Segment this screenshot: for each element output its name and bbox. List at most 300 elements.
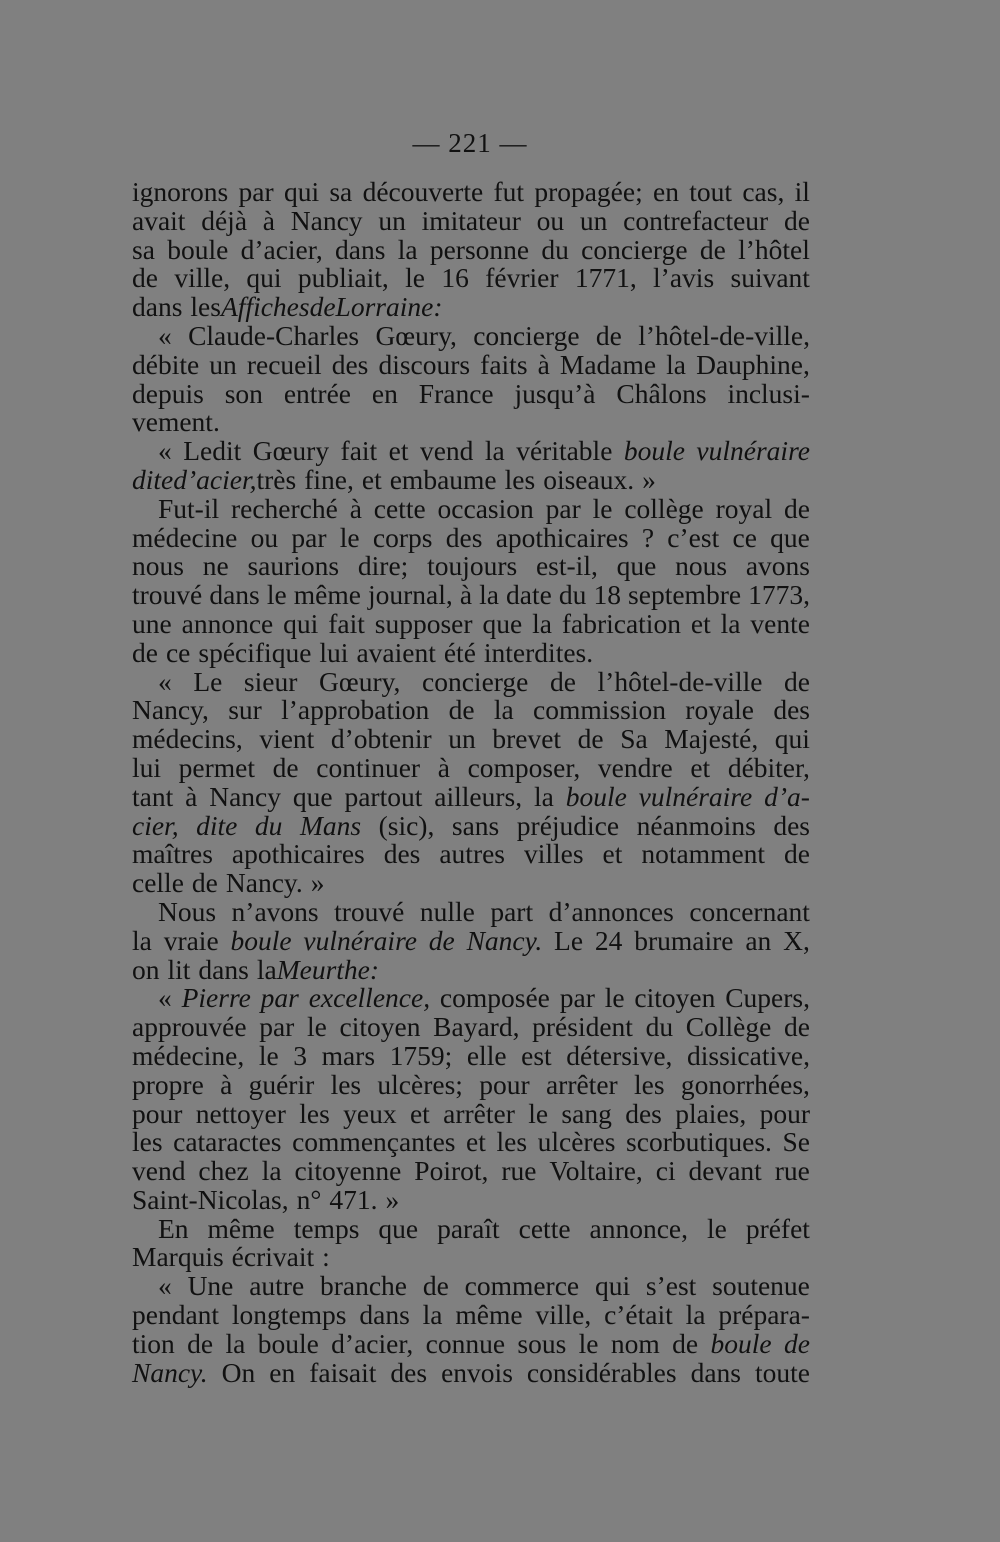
word: « (158, 435, 172, 467)
word: février (485, 262, 559, 294)
italic-word: de (783, 1327, 810, 1359)
word: de (577, 723, 604, 755)
word: villes (523, 838, 584, 870)
word: en (269, 1356, 296, 1388)
word: dans (359, 1299, 410, 1331)
text-line (132, 1356, 810, 1388)
word: envois (441, 1356, 513, 1388)
word: et (388, 435, 409, 467)
word: en (371, 377, 398, 409)
word: c’est (667, 521, 720, 553)
text-line (132, 696, 810, 725)
word: la (532, 607, 552, 639)
word: Sa (620, 723, 648, 755)
word: concernant (689, 895, 810, 927)
text-line (132, 869, 810, 898)
word: avaient (356, 636, 436, 668)
word: publiait, (297, 262, 389, 294)
word: tion (132, 1327, 175, 1359)
word: le (578, 1327, 599, 1359)
word: et (409, 1097, 430, 1129)
word: sur (228, 694, 262, 726)
word: plaies, (675, 1097, 747, 1129)
word: à (262, 204, 276, 236)
word: la (225, 1327, 246, 1359)
word: à (537, 348, 550, 380)
word: des (625, 1097, 662, 1129)
word: Marquis (132, 1241, 224, 1273)
word: nulle (419, 895, 475, 927)
italic-word: vulnéraire (638, 780, 753, 812)
word: sous (517, 1327, 567, 1359)
word: boule (257, 1327, 319, 1359)
word: commission (533, 694, 666, 726)
word: même (207, 1212, 275, 1244)
word: depuis (132, 377, 204, 409)
word: soutenue (712, 1270, 810, 1302)
word: partout (344, 780, 423, 812)
italic-word: boule (710, 1327, 772, 1359)
word: Dauphine, (696, 348, 810, 380)
word: du (541, 233, 569, 265)
word: apothicaires (231, 838, 365, 870)
word: paraît (437, 1212, 500, 1244)
word: continuer (316, 751, 421, 783)
text-line (132, 665, 810, 697)
word: En (158, 1212, 189, 1244)
word: il (794, 176, 810, 207)
word: (sic), (378, 809, 435, 841)
word: nom (610, 1327, 660, 1359)
word: que (616, 550, 657, 582)
word: branche (319, 1270, 408, 1302)
word: on (132, 953, 160, 985)
word: Poirot, (414, 1155, 489, 1187)
word: le (266, 579, 287, 611)
italic-word: boule (230, 924, 292, 956)
word: dans (209, 579, 260, 611)
word: vement. (132, 406, 220, 438)
word: fine, (304, 463, 354, 495)
word: le (604, 982, 625, 1014)
word: de (784, 665, 810, 697)
word: vend (419, 435, 474, 467)
word: la (261, 1155, 282, 1187)
word: d’acier, (240, 233, 323, 265)
word: Ledit (183, 435, 242, 467)
word: considérables (526, 1356, 677, 1388)
word: de (132, 636, 158, 668)
italic-word: : (369, 953, 380, 985)
text-line (132, 178, 810, 207)
word: l’hôtel-de-ville (597, 665, 763, 697)
word: dans (198, 953, 249, 985)
text-line (132, 1157, 810, 1186)
word: ne (202, 550, 229, 582)
word: néanmoins (636, 809, 756, 841)
text-line (132, 1068, 810, 1100)
word: à (220, 1068, 233, 1100)
word: par (291, 521, 327, 553)
word: l’hôtel (738, 233, 810, 265)
word: elle (466, 1039, 507, 1071)
text-line (132, 293, 810, 322)
word: la (533, 780, 554, 812)
text-line (132, 204, 810, 236)
word: qui (246, 262, 282, 294)
word: que (770, 521, 810, 553)
word: « (158, 665, 172, 697)
word: Collège (685, 1011, 772, 1043)
word: apothicaires (495, 521, 629, 553)
word: le (339, 521, 360, 553)
word: et (690, 751, 711, 783)
word: brevet (492, 723, 562, 755)
text-line (132, 725, 810, 754)
word: date (506, 579, 552, 611)
word: annonce, (589, 1212, 689, 1244)
italic-word: cier, (132, 809, 179, 841)
word: c’était (604, 1299, 673, 1331)
word: et (361, 463, 382, 495)
word: ville, (174, 262, 231, 294)
word: de (784, 838, 810, 870)
word: vendre (597, 751, 673, 783)
word: commençantes (292, 1126, 456, 1158)
word: mars (321, 1039, 376, 1071)
italic-word: de (309, 291, 336, 323)
word: arrêter (443, 1097, 515, 1129)
word: 1771, (574, 262, 637, 294)
word: par (545, 492, 581, 524)
word: la (256, 953, 277, 985)
word: dissicative, (686, 1039, 810, 1071)
word: maîtres (132, 838, 213, 870)
word: du (558, 579, 587, 611)
text-line (132, 552, 810, 581)
word: ce (165, 636, 191, 668)
word: préjudice (516, 809, 620, 841)
word: supposer (374, 607, 473, 639)
word: le (258, 1039, 279, 1071)
word: approuvée (132, 1011, 247, 1043)
text-line (132, 377, 810, 409)
italic-word: boule (565, 780, 627, 812)
word: discours (378, 348, 471, 380)
word: les (190, 291, 221, 323)
word: dire; (357, 550, 409, 582)
word: les (330, 1068, 362, 1100)
word: d’annonces (548, 895, 674, 927)
word: Gœury, (318, 665, 401, 697)
word: Cupers, (725, 982, 810, 1014)
text-line (132, 953, 810, 985)
italic-word: Lorraine (335, 291, 434, 323)
word: arrêter (545, 1068, 618, 1100)
word: des (390, 1356, 428, 1388)
word: personne (429, 233, 530, 265)
word: lui (132, 751, 162, 783)
word: un (209, 348, 237, 380)
word: longtemps (231, 1299, 347, 1331)
word: part (490, 895, 534, 927)
word: de (784, 1011, 810, 1043)
word: ou (250, 521, 279, 553)
word: nous (132, 550, 184, 582)
word: la (479, 579, 499, 611)
italic-word: Affiches (220, 291, 310, 323)
text-line (132, 492, 810, 524)
word: citoyen (634, 982, 716, 1014)
text-line (132, 809, 810, 841)
word: pendant (132, 1299, 220, 1331)
word: dans (334, 233, 386, 265)
word: royal (715, 492, 773, 524)
text-line (132, 895, 810, 927)
text-line (132, 751, 810, 783)
text-line (132, 1272, 810, 1301)
italic-word: Meurthe (276, 953, 370, 985)
text-line (132, 636, 810, 668)
word: un (448, 723, 476, 755)
word: médecine (132, 521, 238, 553)
word: Majesté, (664, 723, 759, 755)
word: ailleurs, (434, 780, 523, 812)
word: fait (328, 607, 365, 639)
word: citoyenne (294, 1155, 402, 1187)
word: On (221, 1356, 256, 1388)
word: son (224, 377, 263, 409)
word: cette (373, 492, 426, 524)
word: celle (132, 867, 184, 899)
word: ce (732, 521, 757, 553)
word: fut (493, 176, 525, 207)
word: 18 (593, 579, 621, 611)
word: rue (501, 1155, 537, 1187)
word: sa (132, 233, 155, 265)
italic-word: dite (132, 463, 174, 495)
word: ou (536, 204, 565, 236)
word: Gœury (252, 435, 330, 467)
word: oiseaux. (543, 463, 635, 495)
text-line (132, 348, 810, 380)
italic-word: : (433, 291, 443, 323)
word: connue (425, 1327, 506, 1359)
word: Saint-Nicolas, (132, 1183, 289, 1215)
word: la (484, 435, 505, 467)
word: que (292, 780, 333, 812)
word: contrefacteur (623, 204, 769, 236)
word: sans (451, 809, 500, 841)
word: yeux (343, 1097, 397, 1129)
italic-word: d’a- (764, 780, 810, 812)
text-line (132, 581, 810, 610)
italic-word: Mans (299, 809, 362, 841)
word: spécifique (198, 636, 312, 668)
word: 1773, (748, 579, 810, 611)
word: cas, (742, 176, 785, 207)
word: pour (132, 1097, 183, 1129)
word: « (158, 982, 172, 1014)
word: débiter, (727, 751, 810, 783)
italic-word: boule (623, 435, 685, 467)
italic-word: vulnéraire (696, 435, 810, 467)
word: » (385, 1183, 400, 1215)
word: avait (132, 204, 186, 236)
word: un (579, 204, 608, 236)
text-line (132, 463, 810, 495)
word: prépara- (718, 1299, 810, 1331)
word: par (559, 982, 595, 1014)
word: sang (561, 1097, 612, 1129)
word: Gœury, (375, 319, 457, 351)
word: an (745, 924, 772, 956)
word: citoyen (339, 1011, 421, 1043)
word: un (378, 204, 406, 236)
word: déjà (201, 204, 248, 236)
word: royale (685, 694, 754, 726)
word: tant (132, 780, 174, 812)
text-line (132, 1243, 810, 1272)
word: découverte (362, 176, 484, 207)
word: même (455, 1299, 523, 1331)
text-line (132, 437, 810, 466)
word: de (672, 1327, 699, 1359)
word: l’avis (653, 262, 715, 294)
text-line (132, 319, 810, 351)
word: vend (132, 1155, 186, 1187)
word: faisait (309, 1356, 377, 1388)
word: propagée; (534, 176, 643, 207)
word: » (642, 463, 656, 495)
word: et (602, 838, 623, 870)
word: la (422, 1299, 443, 1331)
word: du (645, 1011, 674, 1043)
word: devant (688, 1155, 762, 1187)
word: lit (167, 953, 191, 985)
word: sieur (243, 665, 298, 697)
word: Le (193, 665, 223, 697)
word: débite (132, 348, 200, 380)
word: de (187, 1327, 214, 1359)
word: sa (329, 176, 353, 207)
word: pour (479, 1068, 530, 1100)
text-line (132, 780, 810, 812)
word: d’acier, (331, 1327, 414, 1359)
word: de (422, 1270, 449, 1302)
word: propre (132, 1068, 204, 1100)
word: Se (782, 1126, 810, 1158)
word: des (383, 838, 421, 870)
word: et (466, 1126, 486, 1158)
word: Nous (158, 895, 217, 927)
word: véritable (516, 435, 613, 467)
text-line (132, 924, 810, 956)
word: les (132, 1126, 163, 1158)
word: septembre (628, 579, 742, 611)
word: guérir (248, 1068, 315, 1100)
word: permet (178, 751, 256, 783)
word: saurions (247, 550, 340, 582)
word: de (448, 694, 475, 726)
word: Voltaire, (549, 1155, 643, 1187)
word: le (307, 1011, 327, 1043)
word: médecins, (132, 723, 243, 755)
word: boule (167, 233, 229, 265)
word: de (272, 751, 299, 783)
word: les (496, 1126, 528, 1158)
word: le (706, 1212, 727, 1244)
word: le (405, 262, 426, 294)
word: concierge (422, 665, 529, 697)
word: : (322, 1241, 330, 1273)
word: la (132, 924, 152, 956)
text-line (132, 1128, 810, 1157)
word: 24 (594, 924, 623, 956)
word: « (158, 319, 172, 351)
word: pour (759, 1097, 810, 1129)
word: qui (283, 176, 320, 207)
word: ci (655, 1155, 676, 1187)
word: concierge (473, 319, 580, 351)
word: trouvé (132, 579, 203, 611)
word: préfet (745, 1212, 810, 1244)
word: autres (439, 838, 506, 870)
text-line (132, 984, 810, 1013)
word: à (459, 579, 473, 611)
word: qui (283, 607, 319, 639)
word: détersive, (566, 1039, 673, 1071)
text-line (132, 1183, 810, 1215)
word: journal, (368, 579, 453, 611)
word: les (504, 463, 536, 495)
word: ? (641, 521, 655, 553)
word: temps (293, 1212, 360, 1244)
word: nous (675, 550, 728, 582)
word: de (783, 492, 810, 524)
word: de (595, 319, 622, 351)
italic-word: du (254, 809, 283, 841)
word: « (158, 1270, 172, 1302)
word: ulcères (537, 1126, 616, 1158)
word: que (378, 1212, 419, 1244)
word: à (185, 780, 198, 812)
word: de (191, 867, 218, 899)
word: 16 (441, 262, 469, 294)
word: occasion (437, 492, 534, 524)
word: jusqu’à (514, 377, 596, 409)
word: recherché (230, 492, 338, 524)
word: la (397, 233, 418, 265)
word: de (783, 204, 810, 236)
word: et (690, 607, 711, 639)
word: tout (689, 176, 733, 207)
word: d’obtenir (330, 723, 432, 755)
word: annonce (181, 607, 274, 639)
word: chez (198, 1155, 249, 1187)
word: inclusi- (727, 377, 810, 409)
word: par (259, 1011, 295, 1043)
italic-word: par (260, 982, 299, 1014)
word: des (773, 694, 810, 726)
word: l’hôtel-de-ville, (638, 319, 810, 351)
word: le (528, 1097, 549, 1129)
italic-word: Pierre (181, 982, 251, 1014)
word: la (720, 607, 741, 639)
word: scorbutiques. (626, 1126, 772, 1158)
italic-word: excellence, (308, 982, 431, 1014)
word: qui (774, 723, 810, 755)
